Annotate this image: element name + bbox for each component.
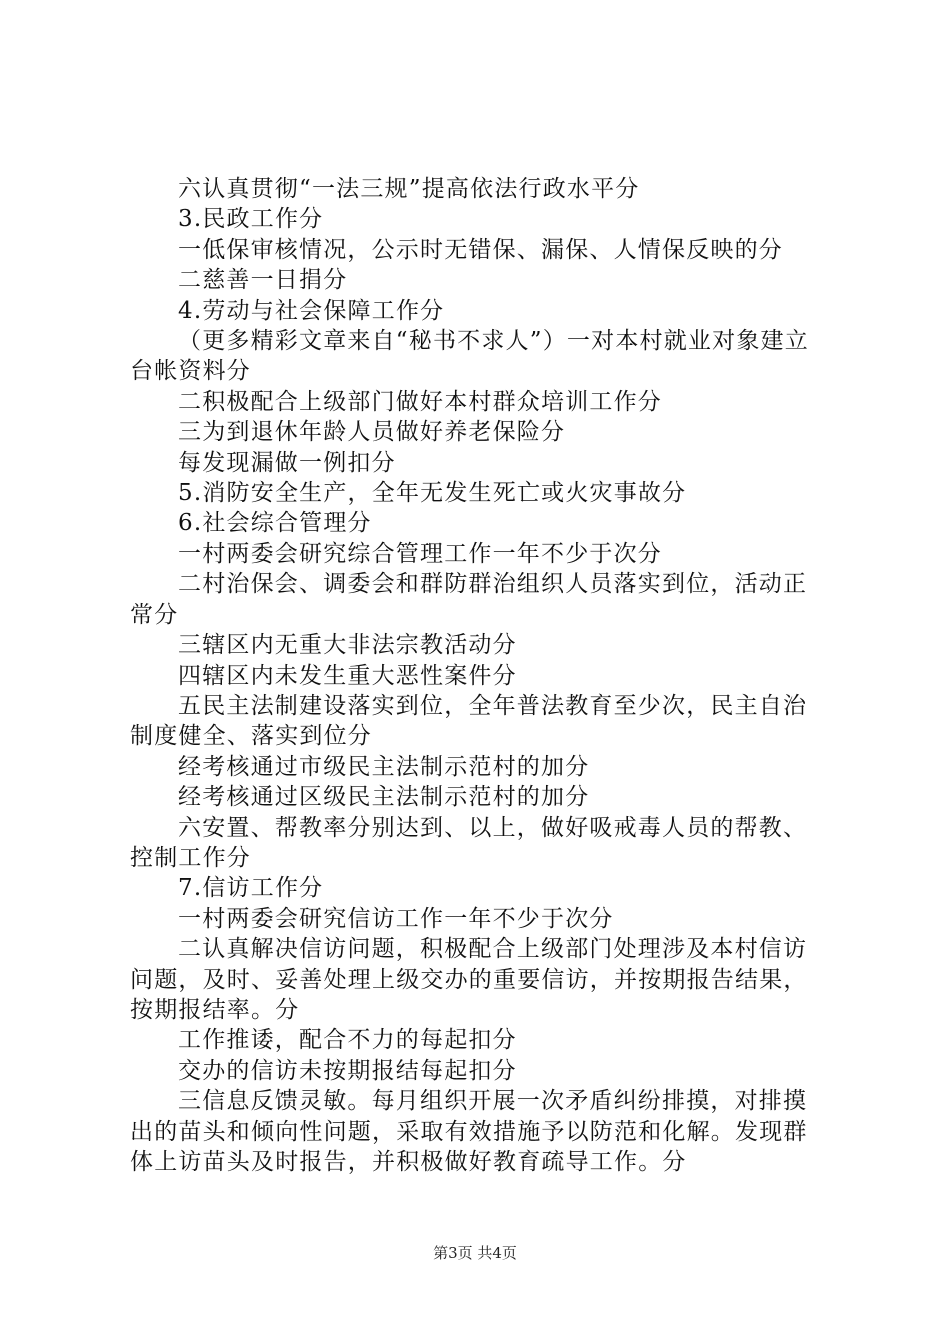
- section-heading: 7.信访工作分: [178, 875, 324, 902]
- paragraph: 三为到退休年龄人员做好养老保险分: [178, 419, 566, 446]
- section-heading: 4.劳动与社会保障工作分: [178, 297, 445, 324]
- paragraph: 一村两委会研究综合管理工作一年不少于次分: [178, 540, 662, 567]
- paragraph: 一村两委会研究信访工作一年不少于次分: [178, 905, 614, 932]
- paragraph: 六认真贯彻“一法三规”提高依法行政水平分: [178, 176, 640, 202]
- paragraph: 二慈善一日捐分: [178, 267, 348, 294]
- paragraph: 三信息反馈灵敏。每月组织开展一次矛盾纠纷排摸，对排摸出的苗头和倾向性问题，采取有效措施予以防范和化解。发现群体上访苗头及时报告，并积极做好教育疏导工作。分: [130, 1088, 808, 1175]
- paragraph: 二积极配合上级部门做好本村群众培训工作分: [178, 388, 662, 415]
- paragraph: 工作推诿，配合不力的每起扣分: [178, 1027, 517, 1054]
- document-body: [130, 174, 830, 1177]
- paragraph: 经考核通过区级民主法制示范村的加分: [178, 784, 590, 811]
- paragraph: 一低保审核情况，公示时无错保、漏保、人情保反映的分: [178, 236, 783, 263]
- section-heading: 3.民政工作分: [178, 206, 324, 233]
- paragraph: 经考核通过市级民主法制示范村的加分: [178, 753, 590, 780]
- paragraph: 三辖区内无重大非法宗教活动分: [178, 632, 517, 659]
- paragraph: 四辖区内未发生重大恶性案件分: [178, 662, 517, 689]
- paragraph: （更多精彩文章来自“秘书不求人”）一对本村就业对象建立台帐资料分: [130, 328, 809, 385]
- paragraph: 六安置、帮教率分别达到、以上，做好吸戒毒人员的帮教、控制工作分: [130, 814, 808, 871]
- paragraph: 交办的信访未按期报结每起扣分: [178, 1057, 517, 1084]
- section-heading: 6.社会综合管理分: [178, 510, 372, 537]
- paragraph: 二认真解决信访问题，积极配合上级部门处理涉及本村信访问题，及时、妥善处理上级交办的重要信访，并按期报告结果，按期报结率。分: [130, 936, 808, 1023]
- page-number-footer: 第3页 共4页: [433, 1244, 517, 1262]
- paragraph: 二村治保会、调委会和群防群治组织人员落实到位，活动正常分: [130, 571, 808, 628]
- paragraph: 每发现漏做一例扣分: [178, 449, 396, 476]
- section-heading: 5.消防安全生产，全年无发生死亡或火灾事故分: [178, 480, 687, 507]
- paragraph: 五民主法制建设落实到位，全年普法教育至少次，民主自治制度健全、落实到位分: [130, 692, 808, 750]
